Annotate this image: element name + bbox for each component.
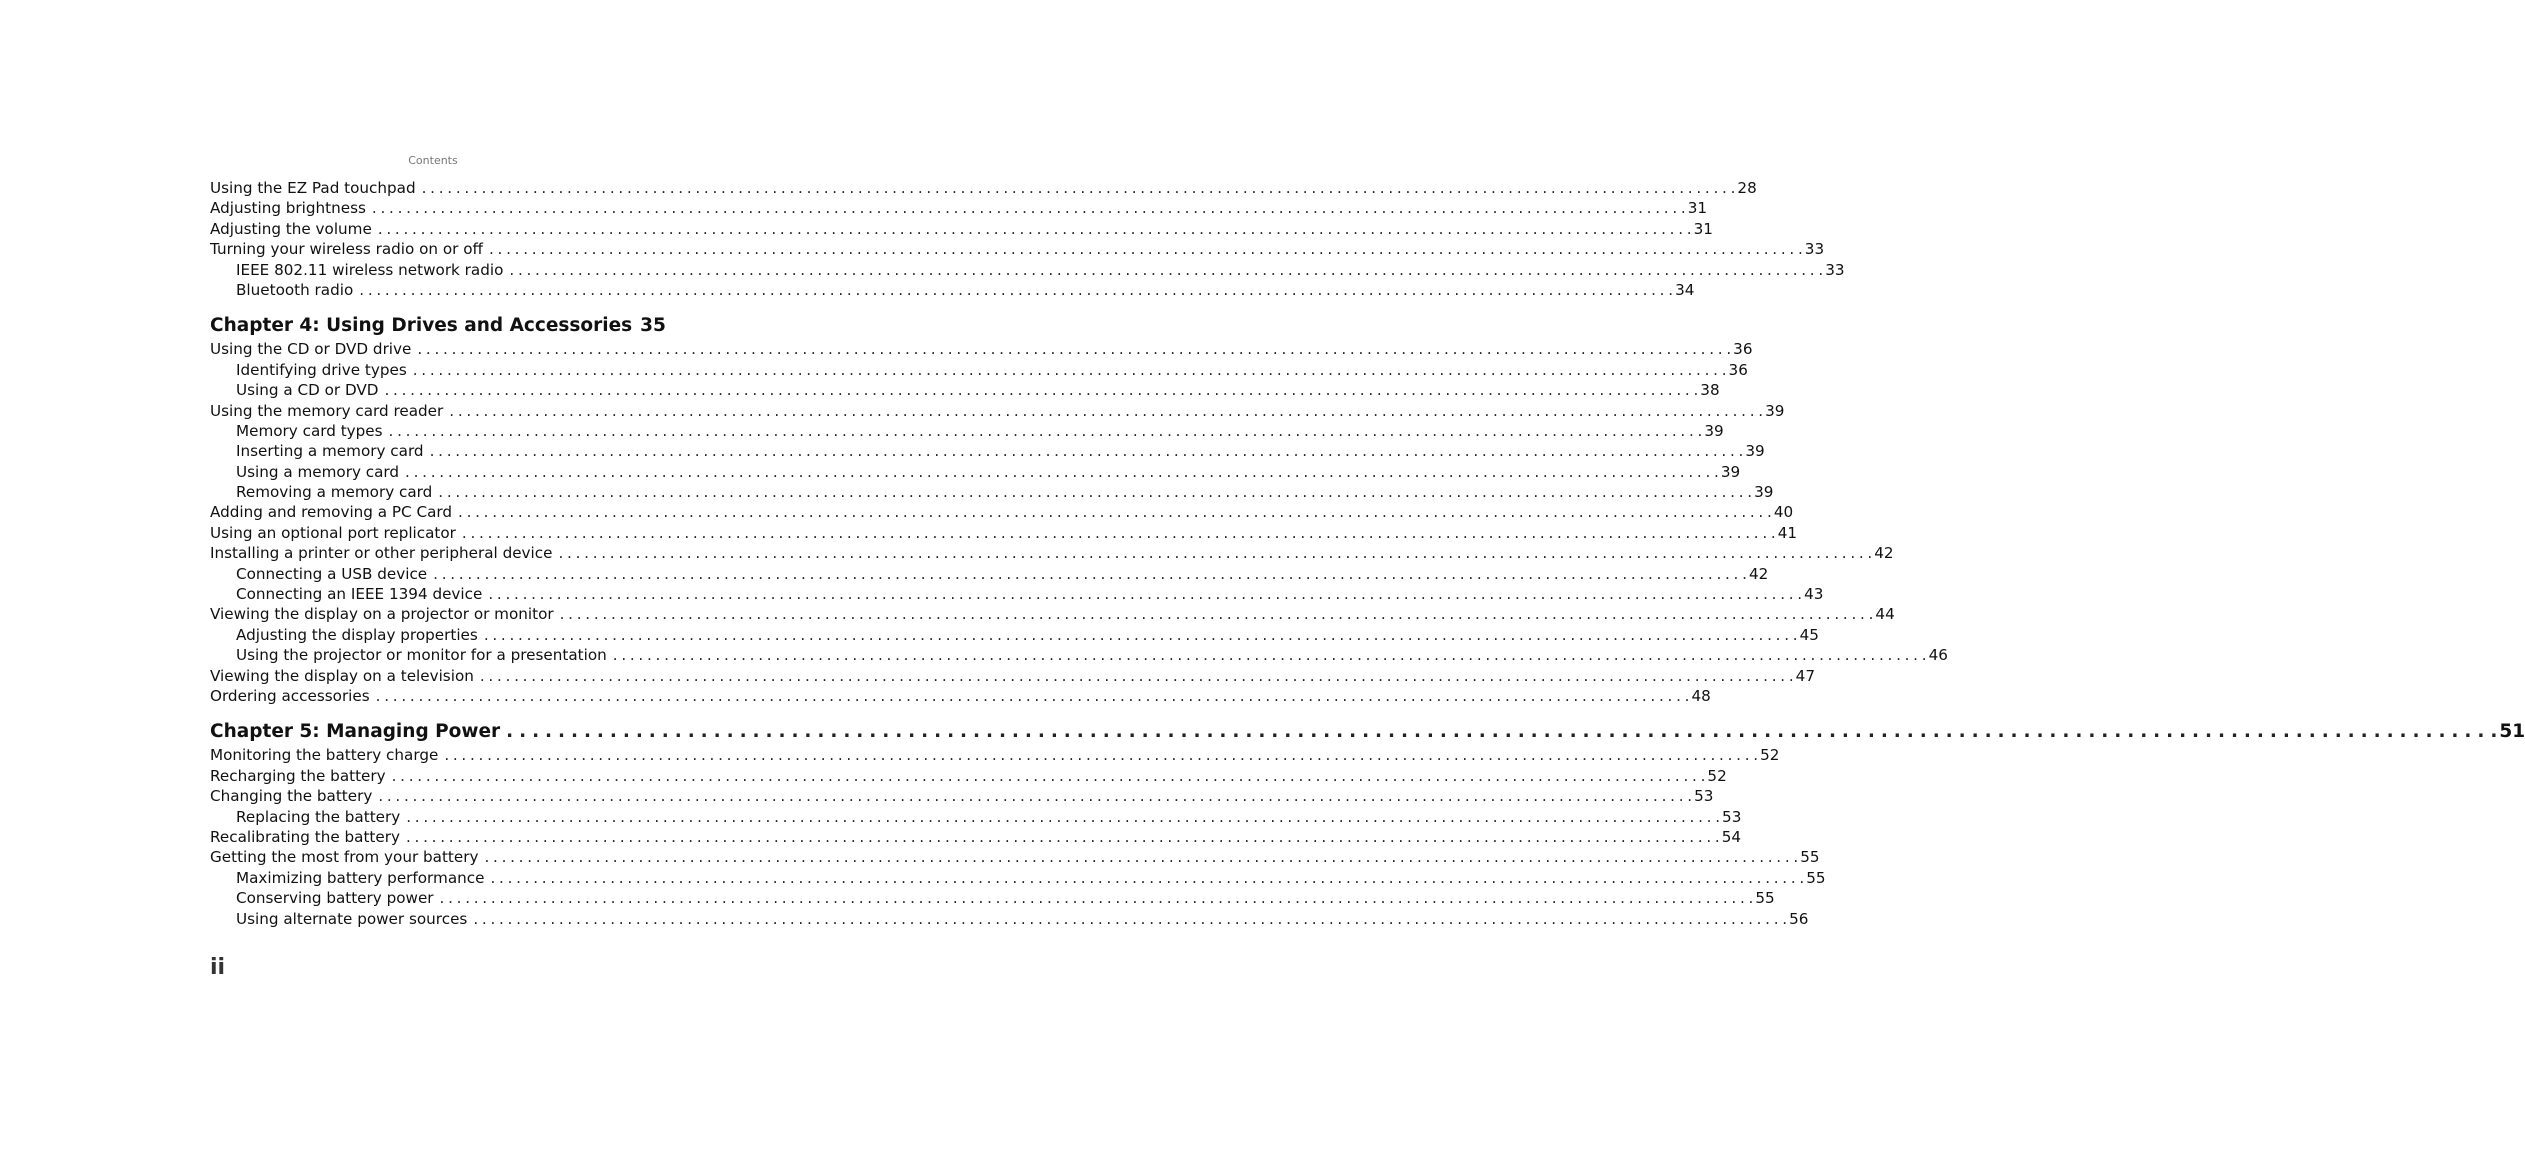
toc-entry-title: Removing a memory card — [236, 483, 433, 502]
toc-entry — [210, 766, 1727, 786]
toc-entry — [210, 564, 1769, 584]
toc-entry — [210, 745, 1780, 765]
toc-entry-title: Using a memory card — [236, 462, 400, 481]
dot-leader — [417, 339, 1731, 359]
toc-entry-title: Memory card types — [236, 421, 383, 440]
toc-entry-page: 34 — [1675, 280, 1695, 299]
toc-entry — [210, 686, 1711, 706]
toc-entry-title: Viewing the display on a television — [210, 666, 474, 685]
toc-entry-title: Viewing the display on a projector or monitor — [210, 605, 554, 624]
toc-entry-page: 28 — [1737, 179, 1757, 197]
dot-leader — [449, 401, 1763, 421]
toc-entry-title: Using an optional port replicator — [210, 523, 456, 542]
toc-entry-page: 41 — [1777, 523, 1798, 542]
dot-leader — [484, 847, 1798, 867]
toc-chapter-heading — [210, 719, 2525, 745]
toc-entry-page: 48 — [1691, 686, 1711, 705]
dot-leader — [378, 219, 1692, 239]
toc-entry-page: 39 — [1720, 462, 1741, 481]
toc-entry — [210, 909, 1809, 929]
dot-leader — [490, 868, 1804, 888]
toc-entry-page: 55 — [1806, 868, 1826, 887]
toc-entry-page: 55 — [1800, 848, 1820, 867]
toc-entry-title: Using the projector or monitor for a presentation — [236, 646, 607, 665]
dot-leader — [440, 888, 1754, 908]
toc-entry-page: 36 — [1733, 340, 1753, 359]
toc-entry-title: Bluetooth radio — [236, 280, 354, 299]
toc-entry — [210, 441, 1765, 461]
toc-entry-title: Using the CD or DVD drive — [210, 340, 412, 359]
page-number: ii — [210, 955, 226, 980]
dot-leader — [372, 198, 1686, 218]
toc-entry-page: 53 — [1722, 807, 1742, 826]
dot-leader — [484, 625, 1798, 645]
toc-entry — [210, 584, 1824, 604]
toc-entry-title: Adjusting brightness — [210, 199, 366, 218]
toc-entry — [210, 604, 1895, 624]
toc-entry — [210, 868, 1826, 888]
dot-leader — [430, 441, 1744, 461]
dot-leader — [422, 178, 1736, 198]
toc-entry — [210, 523, 1798, 543]
toc-entry — [210, 666, 1815, 686]
toc-entry — [210, 360, 1748, 380]
toc-entry-page: 31 — [1693, 219, 1713, 238]
dot-leader — [433, 564, 1747, 584]
toc-entry-page: 56 — [1789, 909, 1809, 928]
toc-entry-page: 31 — [1687, 199, 1708, 218]
toc-entry-title: Adjusting the display properties — [236, 625, 478, 644]
toc-entry — [210, 827, 1742, 847]
toc-entry — [210, 421, 1724, 441]
dot-leader — [376, 686, 1690, 706]
toc-entry-title: Adjusting the volume — [210, 219, 372, 238]
toc-entry-title: Changing the battery — [210, 787, 373, 806]
toc-entry-title: Getting the most from your battery — [210, 848, 479, 867]
running-header: Contents — [408, 154, 458, 167]
toc-entry-page: 42 — [1748, 564, 1769, 583]
dot-leader — [462, 523, 1776, 543]
dot-leader — [489, 239, 1803, 259]
toc-entry-title: Using a CD or DVD — [236, 381, 379, 400]
toc-entry — [210, 786, 1714, 806]
toc-entry-title: Using the memory card reader — [210, 401, 444, 420]
toc-entry-title: IEEE 802.11 wireless network radio — [236, 260, 504, 279]
toc-entry-page: 40 — [1773, 503, 1794, 522]
dot-leader — [406, 827, 1720, 847]
dot-leader — [480, 666, 1794, 686]
toc-entry-title: Ordering accessories — [210, 686, 370, 705]
toc-entry-title: Adding and removing a PC Card — [210, 503, 453, 522]
toc-entry — [210, 482, 1774, 502]
dot-leader — [488, 584, 1802, 604]
toc-entry — [210, 543, 1894, 563]
toc-entry-title: Connecting an IEEE 1394 device — [236, 585, 483, 604]
toc-entry-page: 42 — [1874, 544, 1894, 563]
dot-leader — [458, 502, 1772, 522]
toc-entry-title: Turning your wireless radio on or off — [210, 240, 483, 259]
toc-entry — [210, 502, 1794, 522]
dot-leader — [560, 604, 1874, 624]
toc-entry — [210, 625, 1819, 645]
toc-entry-title: Maximizing battery performance — [236, 868, 485, 887]
toc-entry — [210, 807, 1742, 827]
toc-entry — [210, 380, 1720, 400]
toc-entry-page: 47 — [1795, 666, 1815, 685]
toc-entry-page: 52 — [1760, 746, 1780, 765]
toc-entry-title: Using the EZ Pad touchpad — [210, 179, 416, 197]
toc-entry — [210, 178, 1757, 198]
toc-entry-page: 44 — [1875, 605, 1895, 624]
toc-entry-page: 38 — [1700, 381, 1720, 400]
dot-leader — [384, 380, 1698, 400]
toc-entry-title: Using alternate power sources — [236, 909, 468, 928]
toc-chapter-heading — [210, 313, 666, 339]
dot-leader — [438, 482, 1752, 502]
toc-entry — [210, 260, 1845, 280]
toc-entry-title: Identifying drive types — [236, 360, 407, 379]
dot-leader — [406, 807, 1720, 827]
toc-entry-title: Inserting a memory card — [236, 442, 424, 461]
toc-entry-title: Connecting a USB device — [236, 564, 428, 583]
toc-entry-page: 36 — [1728, 360, 1748, 379]
dot-leader — [405, 462, 1719, 482]
toc-entry-title: Chapter 5: Managing Power — [210, 721, 501, 743]
toc-entry-page: 35 — [640, 315, 666, 337]
toc-entry-page: 33 — [1825, 260, 1845, 279]
toc-entry — [210, 198, 1708, 218]
dot-leader — [389, 421, 1703, 441]
toc-entry — [210, 219, 1713, 239]
toc-entry-title: Chapter 4: Using Drives and Accessories — [210, 315, 633, 337]
toc-entry-page: 33 — [1804, 240, 1825, 259]
dot-leader — [613, 645, 1927, 665]
toc-entry-title: Recharging the battery — [210, 766, 386, 785]
toc-entry-page: 43 — [1804, 585, 1824, 604]
toc-entry — [210, 401, 1785, 421]
toc-entry-page: 39 — [1745, 442, 1765, 461]
toc-entry-page: 51 — [2499, 721, 2525, 743]
toc-entry-title: Conserving battery power — [236, 889, 434, 908]
toc-entry-page: 55 — [1755, 889, 1775, 908]
toc-entry-title: Replacing the battery — [236, 807, 401, 826]
toc-entry — [210, 462, 1741, 482]
toc-entry-title: Monitoring the battery charge — [210, 746, 439, 765]
toc-entry-page: 54 — [1721, 827, 1742, 846]
dot-leader — [444, 745, 1758, 765]
toc-entry-page: 39 — [1765, 401, 1785, 420]
dot-leader — [378, 786, 1692, 806]
toc-entry — [210, 645, 1948, 665]
toc-entry-page: 46 — [1928, 646, 1948, 665]
toc-entry-page: 45 — [1799, 625, 1819, 644]
toc-entry — [210, 239, 1825, 259]
dot-leader — [473, 909, 1787, 929]
dot-leader — [413, 360, 1727, 380]
toc-entry-page: 39 — [1754, 483, 1774, 502]
dot-leader — [359, 280, 1673, 300]
dot-leader — [509, 260, 1823, 280]
toc-entry-page: 52 — [1707, 766, 1727, 785]
toc-entry — [210, 888, 1775, 908]
toc-entry-title: Installing a printer or other peripheral device — [210, 544, 553, 563]
dot-leader — [392, 766, 1706, 786]
toc-entry — [210, 280, 1695, 300]
toc-entry — [210, 847, 1820, 867]
dot-leader — [558, 543, 1872, 563]
toc-entry — [210, 339, 1753, 359]
toc-entry-title: Recalibrating the battery — [210, 827, 400, 846]
dot-leader — [506, 719, 2497, 745]
toc-entry-page: 53 — [1694, 787, 1714, 806]
toc-entry-page: 39 — [1704, 421, 1724, 440]
table-of-contents — [210, 178, 2525, 929]
